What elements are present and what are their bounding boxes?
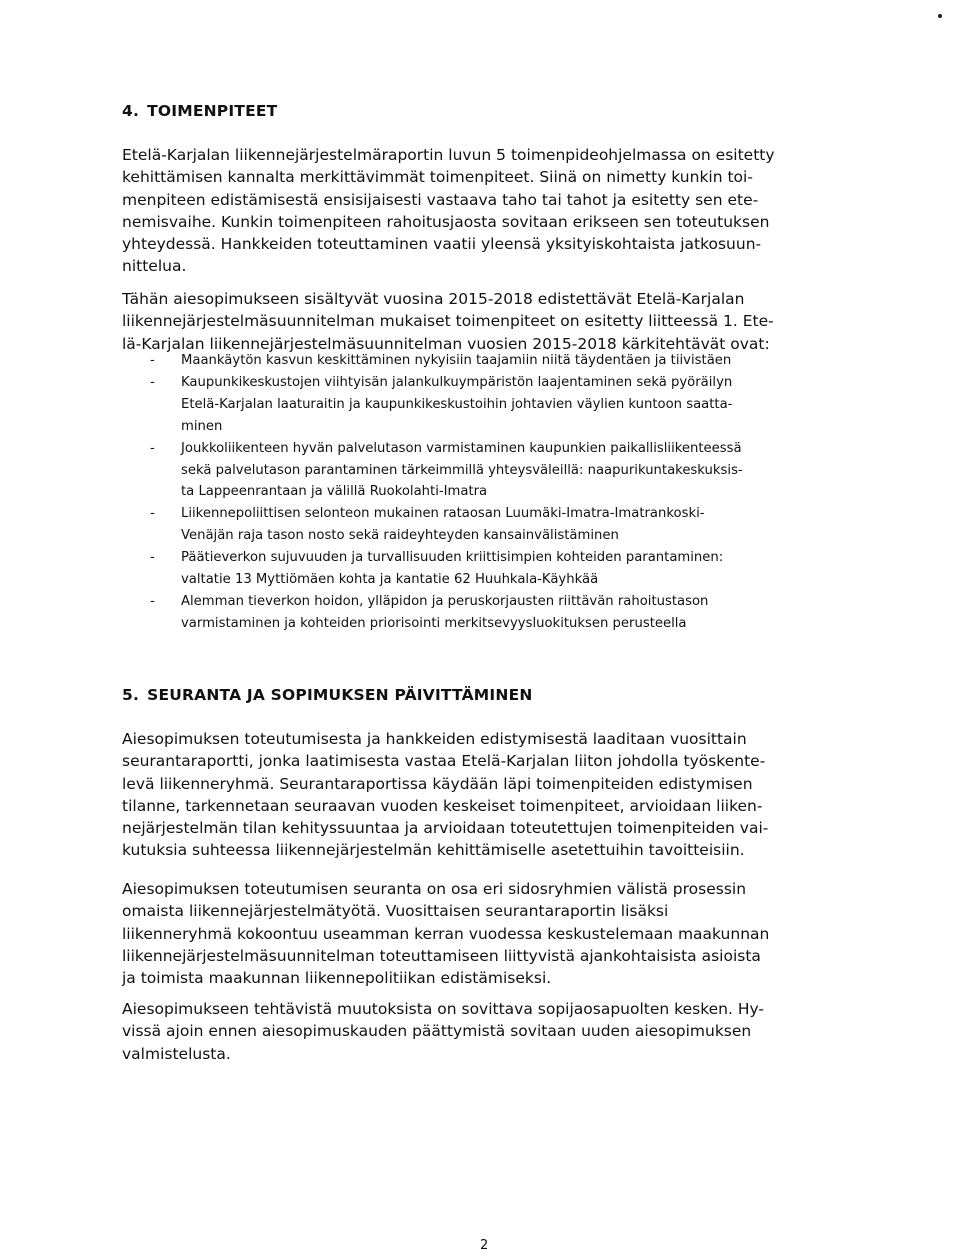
- text-line: ja toimista maakunnan liikennepolitiikan edistämiseksi.: [122, 969, 552, 988]
- page-number: 2: [480, 1238, 489, 1253]
- text-line: Aiesopimuksen toteutumisen seuranta on osa eri sidosryhmien välistä prosessin: [122, 880, 747, 898]
- text-line: liikennejärjestelmäsuunnitelman toteuttamiseen liittyvistä ajankohtaisista asioista: [122, 946, 761, 965]
- text-line: Tähän aiesopimukseen sisältyvät vuosina 2015-2018 edistettävät Etelä-Karjalan: [122, 290, 745, 308]
- text-line: Aiesopimuksen toteutumisesta ja hankkeiden edistymisestä laaditaan vuosittain: [122, 730, 747, 748]
- list-item: [122, 591, 852, 635]
- text-line: kutuksia suhteessa liikennejärjestelmän kehittämiselle asetettuihin tavoitteisiin.: [122, 841, 745, 860]
- text-line: Etelä-Karjalan laaturaitin ja kaupunkikeskustoihin johtavien väylien kuntoon saatta-: [181, 396, 733, 412]
- text-line: ta Lappeenrantaan ja välillä Ruokolahti-Imatra: [181, 484, 488, 500]
- list-item: [122, 503, 852, 547]
- key-tasks-list: [122, 350, 852, 635]
- text-line: vissä ajoin ennen aiesopimuskauden päättymistä sovitaan uuden aiesopimuksen: [122, 1022, 752, 1041]
- text-line: levä liikenneryhmä. Seurantaraportissa käydään läpi toimenpiteiden edistymisen: [122, 774, 753, 793]
- text-line: tilanne, tarkennetaan seuraavan vuoden keskeiset toimenpiteet, arvioidaan liiken-: [122, 796, 763, 815]
- text-line: Joukkoliikenteen hyvän palvelutason varmistaminen kaupunkien paikallisliikenteessä: [181, 440, 742, 456]
- text-line: valmistelusta.: [122, 1044, 231, 1063]
- section-4-number: 4.: [122, 102, 140, 120]
- text-line: yhteydessä. Hankkeiden toteuttaminen vaatii yleensä yksityiskohtaista jatkosuun-: [122, 235, 762, 254]
- text-line: Alemman tieverkon hoidon, ylläpidon ja peruskorjausten riittävän rahoitustason: [181, 593, 709, 609]
- list-item: [122, 372, 852, 438]
- bullet-dash: -: [150, 593, 155, 609]
- section-5-heading: [122, 686, 533, 704]
- bullet-dash: -: [150, 550, 155, 566]
- text-line: Päätieverkon sujuvuuden ja turvallisuuden kriittisimpien kohteiden parantaminen:: [181, 550, 724, 566]
- bullet-dash: -: [150, 353, 155, 368]
- section-5-number: 5.: [122, 686, 140, 704]
- text-line: Liikennepoliittisen selonteon mukainen rataosan Luumäki-Imatra-Imatrankoski-: [181, 506, 705, 522]
- text-line: liikenneryhmä kokoontuu useamman kerran vuodessa keskustelemaan maakunnan: [122, 924, 770, 943]
- section-5-paragraph-2: [122, 878, 852, 989]
- text-line: seurantaraportti, jonka laatimisesta vastaa Etelä-Karjalan liiton johdolla työskente-: [122, 752, 766, 771]
- bullet-dash: -: [150, 440, 155, 456]
- text-line: liikennejärjestelmäsuunnitelman mukaiset toimenpiteet on esitetty liitteessä 1. Ete-: [122, 312, 774, 331]
- bullet-dash: -: [150, 374, 155, 390]
- text-line: menpiteen edistämisestä ensisijaisesti vastaava taho tai tahot ja esitetty sen ete-: [122, 190, 759, 209]
- text-line: nittelua.: [122, 257, 187, 276]
- bullet-dash: -: [150, 506, 155, 522]
- section-5-title: SEURANTA JA SOPIMUKSEN PÄIVITTÄMINEN: [147, 686, 533, 704]
- text-line: kehittämisen kannalta merkittävimmät toimenpiteet. Siinä on nimetty kunkin toi-: [122, 168, 753, 187]
- text-line: nejärjestelmän tilan kehityssuuntaa ja arvioidaan toteutettujen toimenpiteiden vai-: [122, 819, 769, 838]
- text-line: nemisvaihe. Kunkin toimenpiteen rahoitusjaosta sovitaan erikseen sen toteutuksen: [122, 212, 770, 231]
- text-line: Venäjän raja tason nosto sekä raideyhteyden kansainvälistäminen: [181, 528, 619, 544]
- text-line: Etelä-Karjalan liikennejärjestelmäraportin luvun 5 toimenpideohjelmassa on esitetty: [122, 146, 775, 164]
- text-line: varmistaminen ja kohteiden priorisointi merkitsevyysluokituksen perusteella: [181, 615, 687, 631]
- text-line: omaista liikennejärjestelmätyötä. Vuosittaisen seurantaraportin lisäksi: [122, 902, 669, 921]
- section-4-heading: [122, 102, 277, 120]
- text-line: Aiesopimukseen tehtävistä muutoksista on sovittava sopijaosapuolten kesken. Hy-: [122, 1000, 764, 1018]
- text-line: lä-Karjalan liikennejärjestelmäsuunnitelman vuosien 2015-2018 kärkitehtävät ovat:: [122, 334, 770, 353]
- section-4-title: TOIMENPITEET: [147, 102, 278, 120]
- text-line: valtatie 13 Myttiömäen kohta ja kantatie 62 Huuhkala-Käyhkää: [181, 572, 599, 588]
- section-4-paragraph-2: [122, 288, 852, 355]
- text-line: Kaupunkikeskustojen viihtyisän jalankulkuympäristön laajentaminen sekä pyöräilyn: [181, 374, 733, 390]
- section-5-paragraph-3: [122, 998, 852, 1065]
- text-line: sekä palvelutason parantaminen tärkeimmillä yhteysväleillä: naapurikuntakeskuksis-: [181, 462, 743, 478]
- section-4-paragraph-1: [122, 144, 852, 278]
- scan-speck: [938, 14, 942, 18]
- text-line: minen: [181, 418, 223, 434]
- list-item: [122, 438, 852, 504]
- text-line: Maankäytön kasvun keskittäminen nykyisiin taajamiin niitä täydentäen ja tiivistäen: [181, 353, 732, 368]
- section-5-paragraph-1: [122, 728, 852, 862]
- list-item: [122, 547, 852, 591]
- list-item: [122, 350, 852, 372]
